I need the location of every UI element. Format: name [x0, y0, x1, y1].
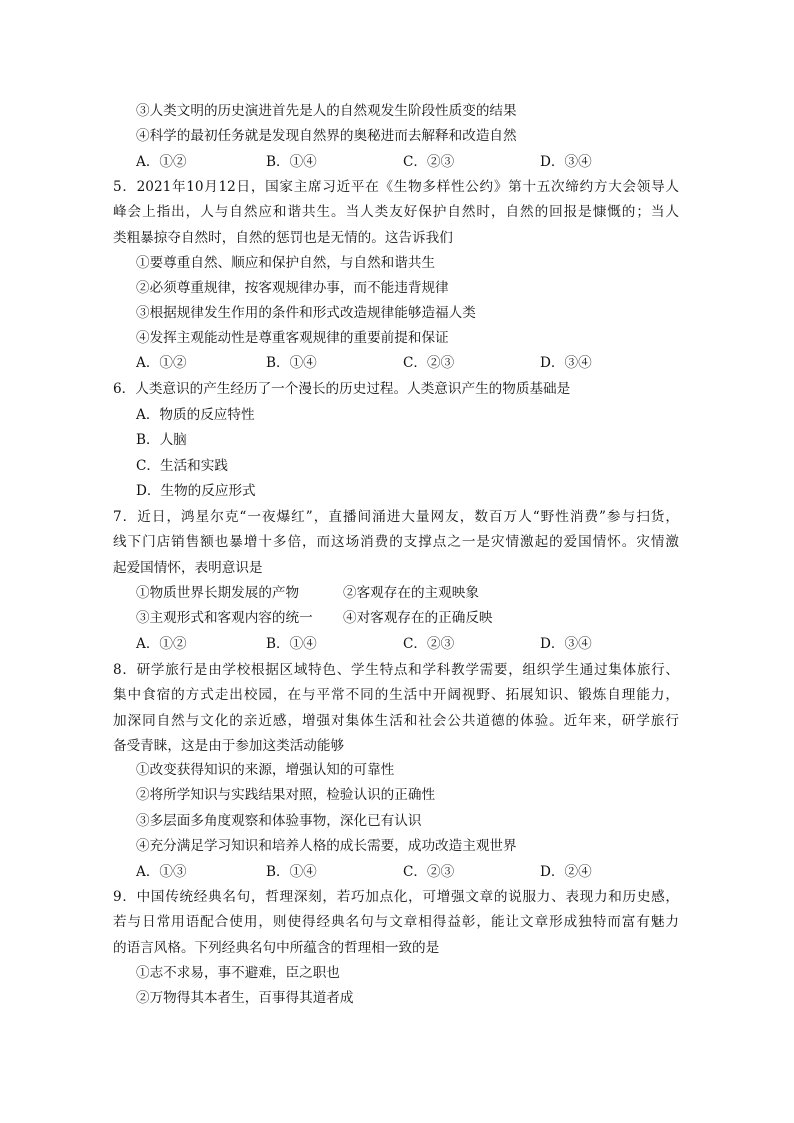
q8-option-c: C．②③ — [403, 864, 455, 880]
q5-stem — [113, 175, 679, 251]
q6-option-c: C．生活和实践 — [136, 458, 228, 474]
q7-stem — [113, 505, 679, 581]
q7-statement-4: ④对客观存在的正确反映 — [343, 610, 493, 626]
q7-statement-1: ①物质世界长期发展的产物 — [136, 585, 300, 601]
q5-stem-line: 5．2021年10月12日，国家主席习近平在《生物多样性公约》第十五次缔约方大会领导人 — [113, 179, 679, 195]
q7-statement-3: ③主观形式和客观内容的统一 — [136, 610, 313, 626]
q7-option-b: B．①④ — [266, 636, 317, 652]
q8-stem-line: 加深同自然与文化的亲近感，增强对集体生活和社会公共道德的体验。近年来，研学旅行 — [113, 712, 679, 729]
q7-option-c: C．②③ — [403, 636, 455, 652]
q9-stem-line: 的语言风格。下列经典名句中所蕴含的哲理相一致的是 — [113, 939, 440, 956]
q8-stem-line: 备受青睐，这是由于参加这类活动能够 — [113, 738, 345, 755]
q9-stem — [113, 885, 679, 961]
q5-statement-1: ①要尊重自然、顺应和保护自然，与自然和谐共生 — [136, 255, 436, 271]
q8-statement-2: ②将所学知识与实践结果对照，检验认识的正确性 — [136, 787, 436, 803]
q7-option-a: A．①② — [136, 636, 187, 652]
q8-stem-line: 集中食宿的方式走出校园，在与平常不同的生活中开阔视野、拓展知识、锻炼自理能力， — [113, 687, 679, 704]
q8-statement-3: ③多层面多角度观察和体验事物，深化已有认识 — [136, 813, 422, 829]
q4-option-a: A．①② — [136, 154, 187, 170]
q5-statement-3: ③根据规律发生作用的条件和形式改造规律能够造福人类 — [136, 305, 476, 321]
q5-option-d: D．③④ — [540, 355, 592, 371]
q4-statement-4: ④科学的最初任务就是发现自然界的奥秘进而去解释和改造自然 — [136, 128, 517, 144]
q6-stem: 6．人类意识的产生经历了一个漫长的历史过程。人类意识产生的物质基础是 — [113, 381, 571, 397]
q5-statement-2: ②必须尊重规律，按客观规律办事，而不能违背规律 — [136, 280, 449, 296]
q8-option-a: A．①③ — [136, 864, 187, 880]
q9-stem-line: 9．中国传统经典名句，哲理深刻，若巧加点化，可增强文章的说服力、表现力和历史感， — [113, 889, 679, 905]
q5-option-c: C．②③ — [403, 355, 455, 371]
q4-option-d: D．③④ — [540, 154, 592, 170]
q5-option-b: B．①④ — [266, 355, 317, 371]
q8-statement-4: ④充分满足学习知识和培养人格的成长需要，成功改造主观世界 — [136, 838, 517, 854]
q7-stem-line: 线下门店销售额也暴增十多倍，而这场消费的支撑点之一是灾情激起的爱国情怀。灾情激 — [113, 534, 679, 551]
q8-statement-1: ①改变获得知识的来源，增强认知的可靠性 — [136, 762, 395, 778]
q9-statement-1: ①志不求易，事不避难，臣之职也 — [136, 965, 340, 981]
q7-option-d: D．③④ — [540, 636, 592, 652]
q5-statement-4: ④发挥主观能动性是尊重客观规律的重要前提和保证 — [136, 330, 449, 346]
q8-stem — [113, 658, 679, 760]
q5-stem-line: 类粗暴掠夺自然时，自然的惩罚也是无情的。这告诉我们 — [113, 229, 453, 246]
q8-stem-line: 8．研学旅行是由学校根据区域特色、学生特点和学科教学需要，组织学生通过集体旅行、 — [113, 662, 679, 678]
q8-option-d: D．②④ — [540, 864, 592, 880]
q6-option-d: D．生物的反应形式 — [136, 483, 256, 499]
q5-option-a: A．①② — [136, 355, 187, 371]
q6-option-b: B．人脑 — [136, 432, 187, 448]
q9-stem-line: 若与日常用语配合使用，则使得经典名句与文章相得益彰，能让文章形成独特而富有魅力 — [113, 914, 679, 931]
q9-statement-2: ②万物得其本者生，百事得其道者成 — [136, 990, 354, 1006]
q4-option-c: C．②③ — [403, 154, 455, 170]
q4-option-b: B．①④ — [266, 154, 317, 170]
q6-option-a: A．物质的反应特性 — [136, 407, 255, 423]
q7-stem-line: 7．近日，鸿星尔克“一夜爆红”，直播间涌进大量网友，数百万人“野性消费”参与扫货， — [113, 509, 679, 525]
q7-statement-2: ②客观存在的主观映象 — [343, 585, 479, 601]
q5-stem-line: 峰会上指出，人与自然应和谐共生。当人类友好保护自然时，自然的回报是慷慨的；当人 — [113, 204, 679, 221]
q4-statement-3: ③人类文明的历史演进首先是人的自然观发生阶段性质变的结果 — [136, 103, 517, 119]
q7-stem-line: 起爱国情怀，表明意识是 — [113, 559, 263, 576]
q8-option-b: B．①④ — [266, 864, 317, 880]
